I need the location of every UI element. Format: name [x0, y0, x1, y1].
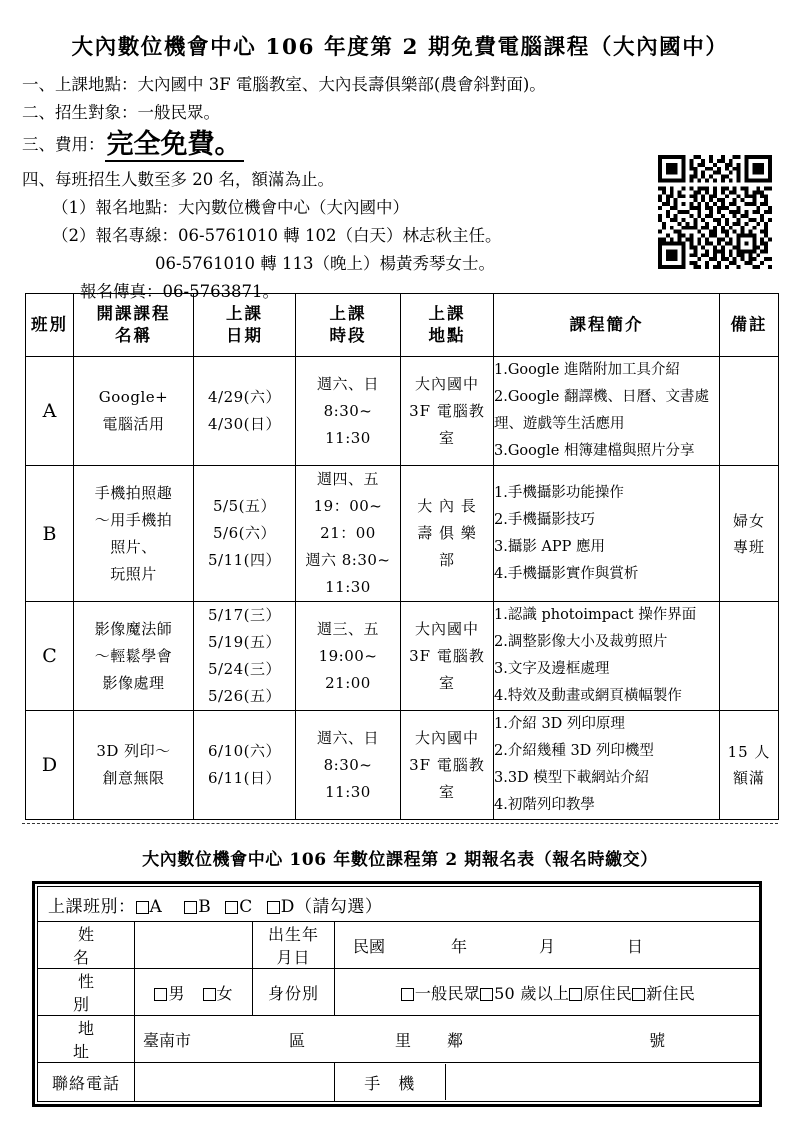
cell-course-name: 3D 列印～ 創意無限	[74, 711, 194, 820]
cell-course-place: 大內國中 3F 電腦教 室	[401, 602, 494, 711]
form-row-address	[38, 1016, 762, 1063]
cell-class-code: D	[26, 711, 74, 820]
mobile-field[interactable]	[445, 1064, 761, 1100]
col-header-time: 上課 時段	[296, 294, 401, 357]
cell-course-remark: 婦女 專班	[720, 466, 779, 602]
mobile-label: 手 機	[335, 1064, 445, 1100]
cell-class-code: B	[26, 466, 74, 602]
cell-course-date: 4/29(六） 4/30(日）	[194, 357, 296, 466]
cell-course-remark	[720, 602, 779, 711]
birth-field[interactable]	[335, 922, 762, 969]
gender-option-male: 男	[168, 983, 185, 1003]
address-district-label: 區	[289, 1030, 306, 1050]
checkbox-class-c[interactable]	[225, 901, 238, 914]
cell-course-description: 1.介紹 3D 列印原理 2.介紹幾種 3D 列印機型 3.3D 模型下載網站介紹 4.初階列印教學	[494, 711, 720, 820]
cell-class-code: C	[26, 602, 74, 711]
fee-label: 三、費用：	[22, 135, 105, 154]
address-field[interactable]	[135, 1016, 762, 1063]
cell-course-date: 5/5(五） 5/6(六） 5/11(四）	[194, 466, 296, 602]
birth-day-label: 日	[627, 936, 644, 956]
class-option-c: C	[239, 896, 253, 917]
checkbox-class-d[interactable]	[267, 901, 280, 914]
intro-reg-fax: 報名傳真：06-5763871。	[80, 282, 280, 301]
mobile-row-cell	[335, 1063, 762, 1102]
col-header-date: 上課 日期	[194, 294, 296, 357]
cell-course-description: 1.Google 進階附加工具介紹 2.Google 翻譯機、日曆、文書處理、遊戲等生活應用 3.Google 相簿建檔與照片分享	[494, 357, 720, 466]
cell-course-remark: 15 人 額滿	[720, 711, 779, 820]
intro-block	[22, 72, 662, 307]
class-select-label: 上課班別：	[48, 896, 136, 917]
class-option-b: B	[198, 896, 212, 917]
checkbox-class-a[interactable]	[136, 901, 149, 914]
cell-course-description: 1.手機攝影功能操作 2.手機攝影技巧 3.攝影 APP 應用 4.手機攝影實作與賞析	[494, 466, 720, 602]
birth-year-label: 年	[451, 936, 468, 956]
form-row-class-select	[38, 887, 762, 922]
intro-reg-phone-day: （2）報名專線：06-5761010 轉 102（白天）林志秋主任。	[52, 226, 502, 245]
cell-course-place: 大 內 長 壽 俱 樂 部	[401, 466, 494, 602]
class-option-a: A	[149, 896, 163, 917]
gender-label: 性 別	[38, 969, 135, 1016]
cell-course-description: 1.認識 photoimpact 操作界面 2.調整影像大小及裁剪照片 3.文字及邊框處理 4.特效及動畫或網頁橫幅製作	[494, 602, 720, 711]
identity-label: 身份別	[253, 969, 335, 1016]
name-field[interactable]	[135, 922, 253, 969]
class-select-hint: （請勾選）	[294, 896, 383, 917]
phone-field[interactable]	[135, 1063, 335, 1102]
col-header-class: 班別	[26, 294, 74, 357]
cell-course-name: Google+ 電腦活用	[74, 357, 194, 466]
course-table	[25, 293, 779, 820]
col-header-description: 課程簡介	[494, 294, 720, 357]
table-header-row	[26, 294, 779, 357]
intro-audience: 二、招生對象：一般民眾。	[22, 103, 220, 122]
cell-course-remark	[720, 357, 779, 466]
identity-field[interactable]	[335, 969, 762, 1016]
col-header-course-name: 開課課程 名稱	[74, 294, 194, 357]
birth-label: 出生年月日	[253, 922, 335, 969]
checkbox-identity-general[interactable]	[401, 988, 414, 1001]
table-row	[26, 357, 779, 466]
cell-course-time: 週四、五 19：00~ 21：00 週六 8:30~ 11:30	[296, 466, 401, 602]
intro-reg-place: （1）報名地點：大內數位機會中心（大內國中）	[52, 198, 409, 217]
checkbox-gender-male[interactable]	[154, 988, 167, 1001]
gender-option-female: 女	[216, 983, 233, 1003]
form-row-gender-identity	[38, 969, 762, 1016]
cell-course-name: 手機拍照趣 ～用手機拍 照片、 玩照片	[74, 466, 194, 602]
identity-option-new-resident: 新住民	[646, 983, 696, 1003]
address-neighborhood-label: 鄰	[447, 1030, 464, 1050]
cell-course-name: 影像魔法師 ～輕鬆學會 影像處理	[74, 602, 194, 711]
cell-course-time: 週三、五 19:00~ 21:00	[296, 602, 401, 711]
col-header-place: 上課 地點	[401, 294, 494, 357]
table-row	[26, 602, 779, 711]
table-row	[26, 711, 779, 820]
class-select-cell	[38, 887, 762, 922]
form-title: 大內數位機會中心 106 年數位課程第 2 期報名表（報名時繳交）	[142, 850, 658, 870]
checkbox-identity-indigenous[interactable]	[569, 988, 582, 1001]
fee-value: 完全免費。	[105, 131, 244, 162]
cell-course-date: 6/10(六） 6/11(日）	[194, 711, 296, 820]
identity-option-senior: 50 歲以上	[494, 983, 570, 1003]
address-village-label: 里	[395, 1030, 412, 1050]
identity-option-indigenous: 原住民	[583, 983, 633, 1003]
cell-course-date: 5/17(三） 5/19(五） 5/24(三） 5/26(五）	[194, 602, 296, 711]
cell-course-place: 大內國中 3F 電腦教 室	[401, 357, 494, 466]
intro-reg-phone-night: 06-5761010 轉 113（晚上）楊黃秀琴女士。	[155, 254, 496, 273]
checkbox-identity-new-resident[interactable]	[632, 988, 645, 1001]
class-option-d: D	[280, 896, 295, 917]
address-city: 臺南市	[143, 1030, 192, 1050]
cell-course-time: 週六、日 8:30~ 11:30	[296, 711, 401, 820]
checkbox-identity-senior[interactable]	[480, 988, 493, 1001]
checkbox-gender-female[interactable]	[203, 988, 216, 1001]
table-row	[26, 466, 779, 602]
identity-option-general: 一般民眾	[414, 983, 481, 1003]
phone-label: 聯絡電話	[38, 1063, 135, 1102]
form-row-phone	[38, 1063, 762, 1102]
intro-location: 一、上課地點：大內國中 3F 電腦教室、大內長壽俱樂部(農會斜對面)。	[22, 75, 546, 94]
col-header-remark: 備註	[720, 294, 779, 357]
name-label: 姓 名	[38, 922, 135, 969]
registration-form	[32, 881, 762, 1107]
cell-course-time: 週六、日 8:30~ 11:30	[296, 357, 401, 466]
birth-month-label: 月	[539, 936, 556, 956]
cell-class-code: A	[26, 357, 74, 466]
form-row-name-birth	[38, 922, 762, 969]
address-number-label: 號	[649, 1030, 666, 1050]
address-label: 地 址	[38, 1016, 135, 1063]
checkbox-class-b[interactable]	[184, 901, 197, 914]
cell-course-place: 大內國中 3F 電腦教 室	[401, 711, 494, 820]
birth-era-label: 民國	[353, 936, 386, 956]
cut-line-divider	[22, 823, 778, 824]
intro-fee	[22, 128, 662, 161]
page-title: 大內數位機會中心 106 年度第 2 期免費電腦課程（大內國中）	[71, 35, 729, 60]
gender-field[interactable]	[135, 969, 253, 1016]
intro-quota: 四、每班招生人數至多 20 名，額滿為止。	[22, 170, 334, 189]
qr-code-icon	[658, 155, 772, 269]
